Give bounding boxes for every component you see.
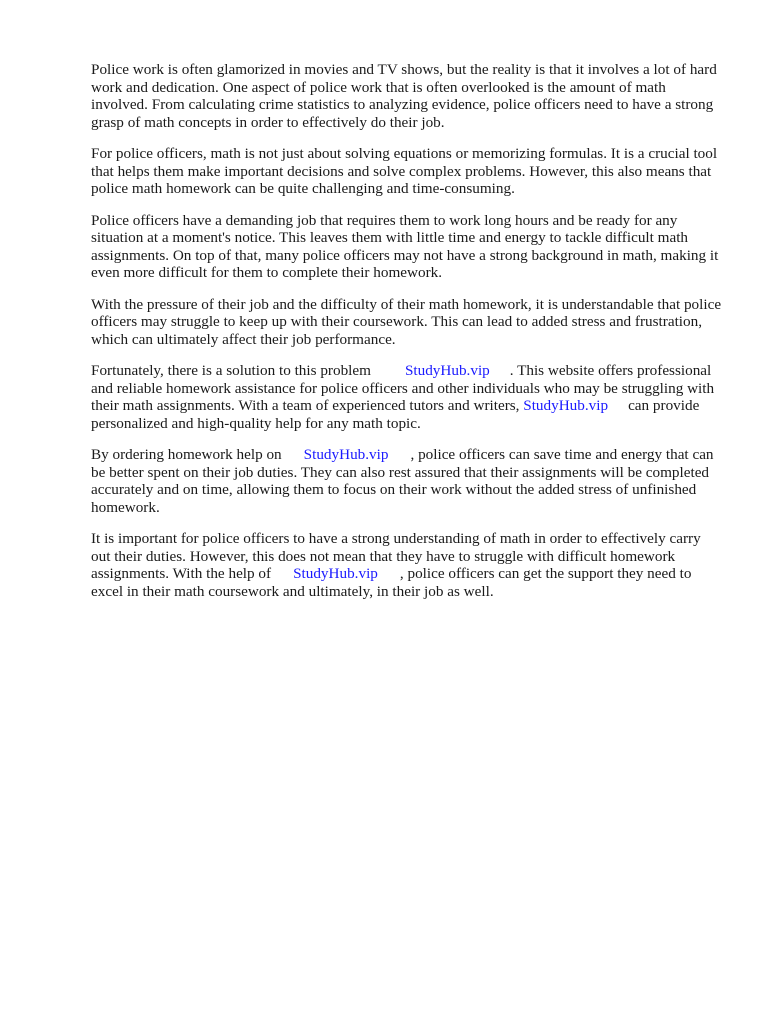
paragraph-7-text-a: It is important for police officers to have a strong understanding of math in order to effectively carry out their duties. However, this does not mean that they have to struggle with difficult homework assignments. With the help of bbox=[91, 530, 701, 582]
paragraph-4-text: With the pressure of their job and the difficulty of their math homework, it is understandable that police officers may struggle to keep up with their coursework. This can lead to added stress and frustration, which can ultimately affect their job performance. bbox=[91, 295, 722, 348]
document-page bbox=[91, 61, 723, 614]
paragraph-5-text-b: . This website offers professional and reliable homework assistance for police officers and other individuals who may be struggling with their math assignments. With a team of experienced tutors and writers, bbox=[91, 362, 715, 414]
paragraph-3-text: Police officers have a demanding job that requires them to work long hours and be ready for any situation at a moment's notice. This leaves them with little time and energy to tackle difficult math assignments. On top of that, many police officers may not have a strong background in math, making it even more difficult for them to complete their homework. bbox=[91, 211, 719, 281]
paragraph-5-text-c: can provide personalized and high-quality help for any math topic. bbox=[91, 397, 700, 432]
paragraph-5 bbox=[91, 362, 723, 432]
studyhub-link-3[interactable]: StudyHub.vip bbox=[303, 446, 389, 463]
paragraph-2-text: For police officers, math is not just about solving equations or memorizing formulas. It is a crucial tool that helps them make important decisions and solve complex problems. However, this also means that police math homework can be quite challenging and time-consuming. bbox=[91, 145, 718, 197]
paragraph-3 bbox=[91, 212, 723, 282]
paragraph-7-text-b: , police officers can get the support they need to excel in their math coursework and ultimately, in their job as well. bbox=[91, 565, 692, 600]
studyhub-link-1[interactable]: StudyHub.vip bbox=[404, 362, 490, 379]
paragraph-6-text-b: , police officers can save time and energy that can be better spent on their job duties. They can also rest assured that their assignments will be completed accurately and on time, allowing them to focus on their work without the added stress of unfinished homework. bbox=[91, 446, 714, 516]
paragraph-1 bbox=[91, 61, 723, 131]
paragraph-7 bbox=[91, 530, 723, 600]
paragraph-2 bbox=[91, 145, 723, 198]
paragraph-1-text: Police work is often glamorized in movies and TV shows, but the reality is that it involves a lot of hard work and dedication. One aspect of police work that is often overlooked is the amount of math involved. From calculating crime statistics to analyzing evidence, police officers need to have a strong grasp of math concepts in order to effectively do their job. bbox=[91, 61, 717, 131]
paragraph-6-text-a: By ordering homework help on bbox=[91, 446, 282, 463]
paragraph-5-text-a: Fortunately, there is a solution to this problem bbox=[91, 362, 371, 379]
paragraph-6 bbox=[91, 446, 723, 516]
paragraph-4 bbox=[91, 296, 723, 349]
studyhub-link-4[interactable]: StudyHub.vip bbox=[293, 565, 378, 582]
studyhub-link-2[interactable]: StudyHub.vip bbox=[523, 397, 609, 414]
